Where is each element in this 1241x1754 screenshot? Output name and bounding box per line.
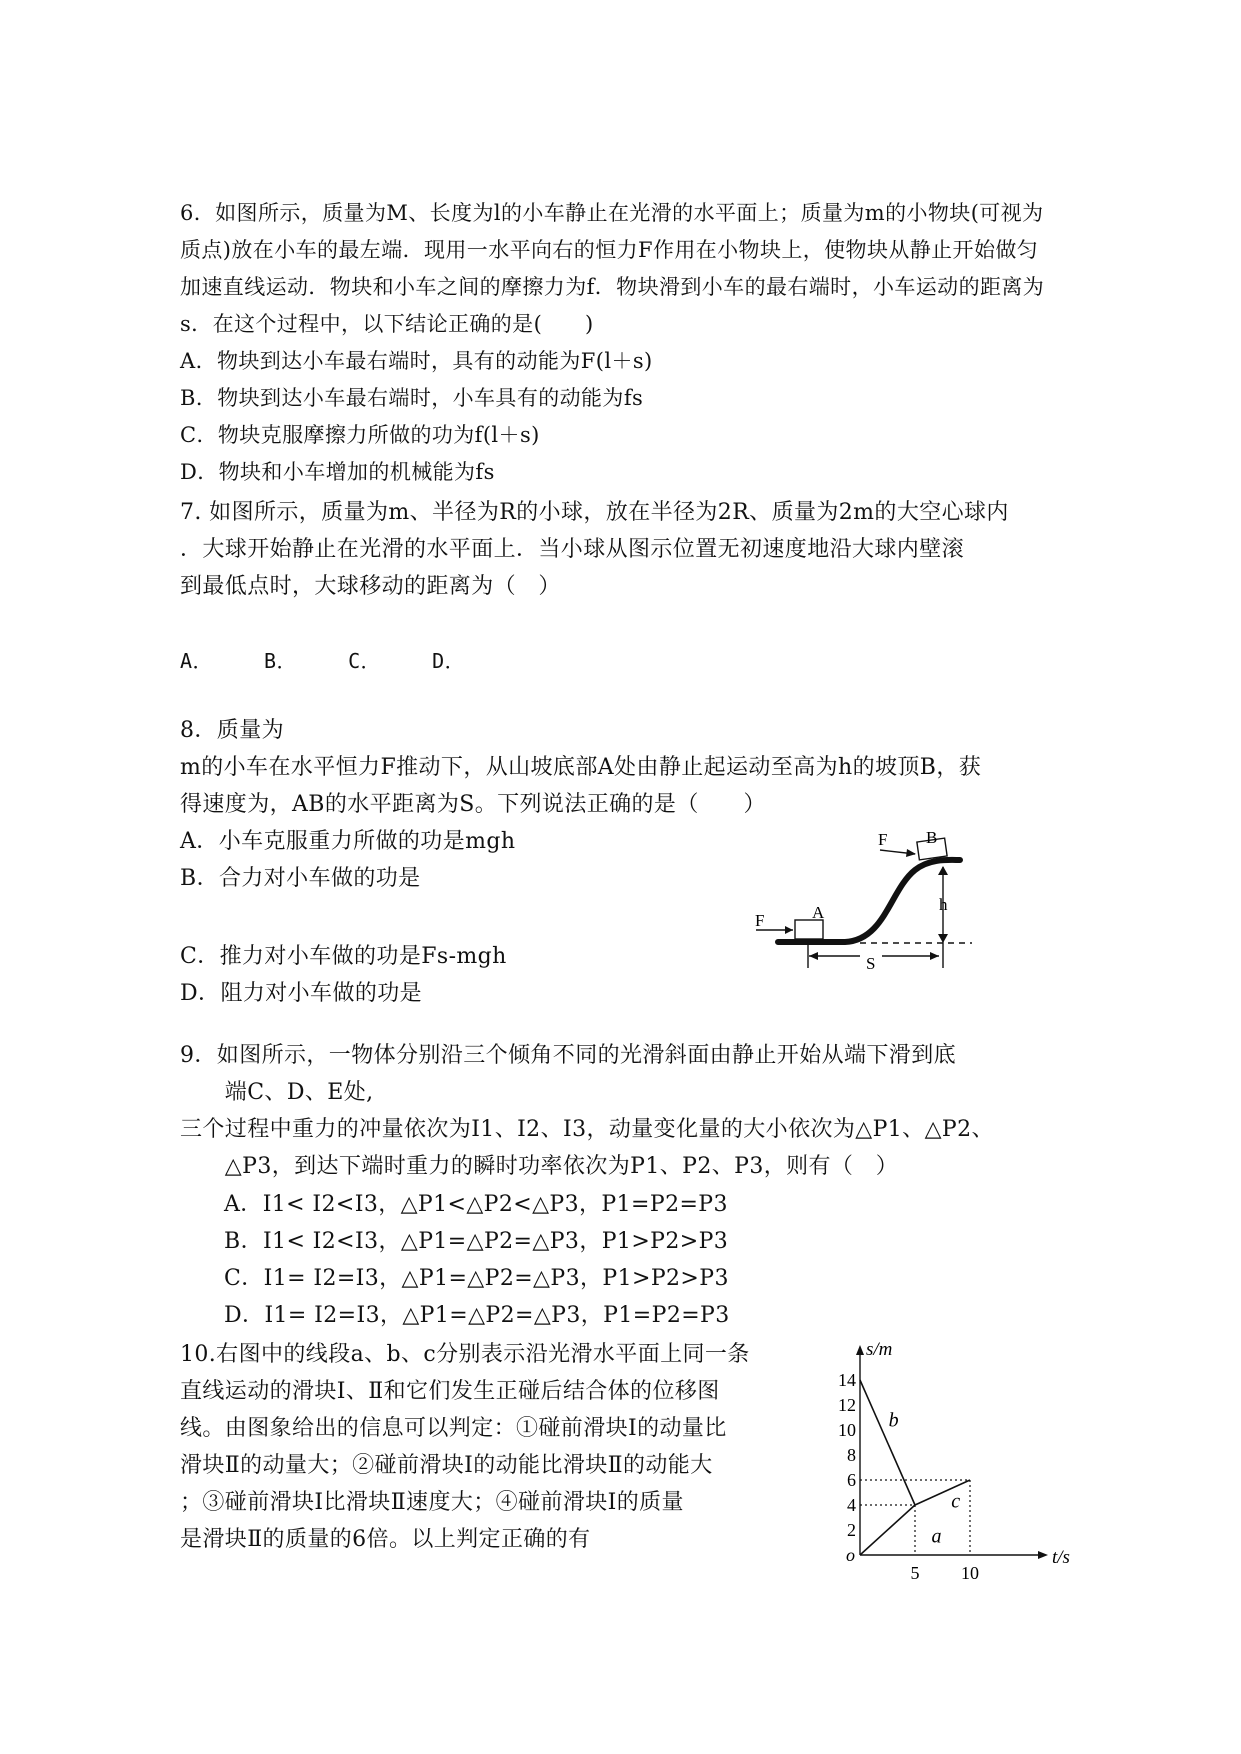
q8-line-2: m的小车在水平恒力F推动下，从山坡底部A处由静止起运动至高为h的坡顶B，获 bbox=[180, 755, 982, 780]
label-a: A bbox=[812, 903, 825, 922]
q8-option-d: D．阻力对小车做的功是 bbox=[180, 981, 423, 1006]
force-arrowhead-b bbox=[906, 849, 916, 857]
q8-option-a: A．小车克服重力所做的功是mgh bbox=[180, 829, 516, 854]
height-arrowhead-top bbox=[938, 866, 948, 875]
label-b: B bbox=[926, 830, 938, 847]
q10-line-5: ；③碰前滑块Ⅰ比滑块Ⅱ速度大；④碰前滑块Ⅰ的质量 bbox=[180, 1490, 684, 1515]
y-tick-label: 6 bbox=[847, 1470, 856, 1490]
q7-line-1: 7. 如图所示，质量为m、半径为R的小球，放在半径为2R、质量为2m的大空心球内 bbox=[180, 500, 1009, 525]
y-tick-label: 10 bbox=[838, 1420, 856, 1440]
q9-option-d: D．I1= I2=I3，△P1=△P2=△P3，P1=P2=P3 bbox=[224, 1303, 730, 1328]
series-c-line bbox=[915, 1480, 970, 1505]
q6-line-2: 质点)放在小车的最左端．现用一水平向右的恒力F作用在小物块上，使物块从静止开始做匀 bbox=[180, 238, 1039, 262]
st-graph bbox=[820, 1335, 1080, 1580]
q7-line-2: ．大球开始静止在光滑的水平面上．当小球从图示位置无初速度地沿大球内壁滚 bbox=[180, 537, 965, 562]
q10-line-3: 线。由图象给出的信息可以判定：①碰前滑块Ⅰ的动量比 bbox=[180, 1416, 727, 1441]
q9-option-a: A．I1< I2<I3，△P1<△P2<△P3，P1=P2=P3 bbox=[224, 1192, 728, 1217]
q6-option-a: A．物块到达小车最右端时，具有的动能为F(l＋s) bbox=[180, 349, 653, 373]
x-tick-label: 5 bbox=[910, 1563, 920, 1580]
q6-line-3: 加速直线运动．物块和小车之间的摩擦力为f．物块滑到小车的最右端时，小车运动的距离为 bbox=[180, 275, 1045, 299]
q6-line-1: 6．如图所示，质量为M、长度为l的小车静止在光滑的水平面上；质量为m的小物块(可视为 bbox=[180, 201, 1044, 225]
q10-line-2: 直线运动的滑块Ⅰ、Ⅱ和它们发生正碰后结合体的位移图 bbox=[180, 1379, 720, 1404]
q8-option-b: B．合力对小车做的功是 bbox=[180, 866, 421, 891]
x-axis-arrowhead bbox=[1038, 1551, 1048, 1559]
s-arrowhead-left bbox=[809, 952, 818, 960]
label-f-top: F bbox=[878, 830, 888, 849]
y-tick-label: 12 bbox=[838, 1395, 856, 1415]
label-h: h bbox=[939, 895, 948, 914]
series-a-label: a bbox=[931, 1525, 942, 1548]
q6-line-4: s．在这个过程中，以下结论正确的是( ) bbox=[180, 312, 594, 336]
series-b-label: b bbox=[888, 1409, 899, 1432]
origin-label: o bbox=[846, 1545, 855, 1565]
q9-option-c: C．I1= I2=I3，△P1=△P2=△P3，P1>P2>P3 bbox=[224, 1266, 729, 1291]
force-arrowhead-a bbox=[785, 926, 793, 934]
q9-line-3: 三个过程中重力的冲量依次为I1、I2、I3，动量变化量的大小依次为△P1、△P2、 bbox=[180, 1117, 994, 1142]
series-b-line bbox=[860, 1380, 915, 1505]
q6-option-d: D．物块和小车增加的机械能为fs bbox=[180, 460, 495, 484]
y-tick-label: 2 bbox=[847, 1520, 856, 1540]
label-f-bottom: F bbox=[755, 911, 765, 930]
q9-line-2: 端C、D、E处, bbox=[180, 1080, 374, 1105]
q9-option-b: B．I1< I2<I3，△P1=△P2=△P3，P1>P2>P3 bbox=[224, 1229, 729, 1254]
q6-option-b: B．物块到达小车最右端时，小车具有的动能为fs bbox=[180, 386, 644, 410]
series-c-label: c bbox=[951, 1490, 961, 1513]
q6-option-c: C．物块克服摩擦力所做的功为f(l＋s) bbox=[180, 423, 540, 447]
height-arrowhead-bottom bbox=[938, 934, 948, 943]
x-axis-label: t/s bbox=[1052, 1547, 1070, 1568]
q10-line-6: 是滑块Ⅱ的质量的6倍。以上判定正确的有 bbox=[180, 1527, 591, 1552]
s-arrowhead-right bbox=[930, 952, 939, 960]
q7-line-3: 到最低点时，大球移动的距离为（ ） bbox=[180, 574, 561, 599]
y-axis-label: s/m bbox=[866, 1339, 893, 1360]
q10-line-4: 滑块Ⅱ的动量大；②碰前滑块Ⅰ的动能比滑块Ⅱ的动能大 bbox=[180, 1453, 713, 1478]
y-axis-arrowhead bbox=[856, 1345, 864, 1355]
car-a-box bbox=[795, 920, 823, 939]
q7-options: A． B． C． D． bbox=[180, 649, 465, 673]
q9-line-1: 9．如图所示，一物体分别沿三个倾角不同的光滑斜面由静止开始从端下滑到底 bbox=[180, 1043, 956, 1068]
q10-line-1: 10.右图中的线段a、b、c分别表示沿光滑水平面上同一条 bbox=[180, 1342, 750, 1367]
series-a-line bbox=[860, 1505, 915, 1555]
y-tick-label: 4 bbox=[847, 1495, 856, 1515]
x-tick-label: 10 bbox=[961, 1563, 979, 1580]
slope-figure bbox=[750, 830, 980, 970]
q9-line-4: △P3，到达下端时重力的瞬时功率依次为P1、P2、P3，则有（ ） bbox=[180, 1154, 899, 1179]
q8-line-1: 8．质量为 bbox=[180, 718, 284, 743]
q8-option-c: C．推力对小车做的功是Fs-mgh bbox=[180, 944, 507, 969]
y-tick-label: 8 bbox=[847, 1445, 856, 1465]
q8-line-3: 得速度为，AB的水平距离为S。下列说法正确的是（ ） bbox=[180, 792, 766, 817]
label-s: S bbox=[866, 954, 876, 970]
y-tick-label: 14 bbox=[838, 1370, 856, 1390]
